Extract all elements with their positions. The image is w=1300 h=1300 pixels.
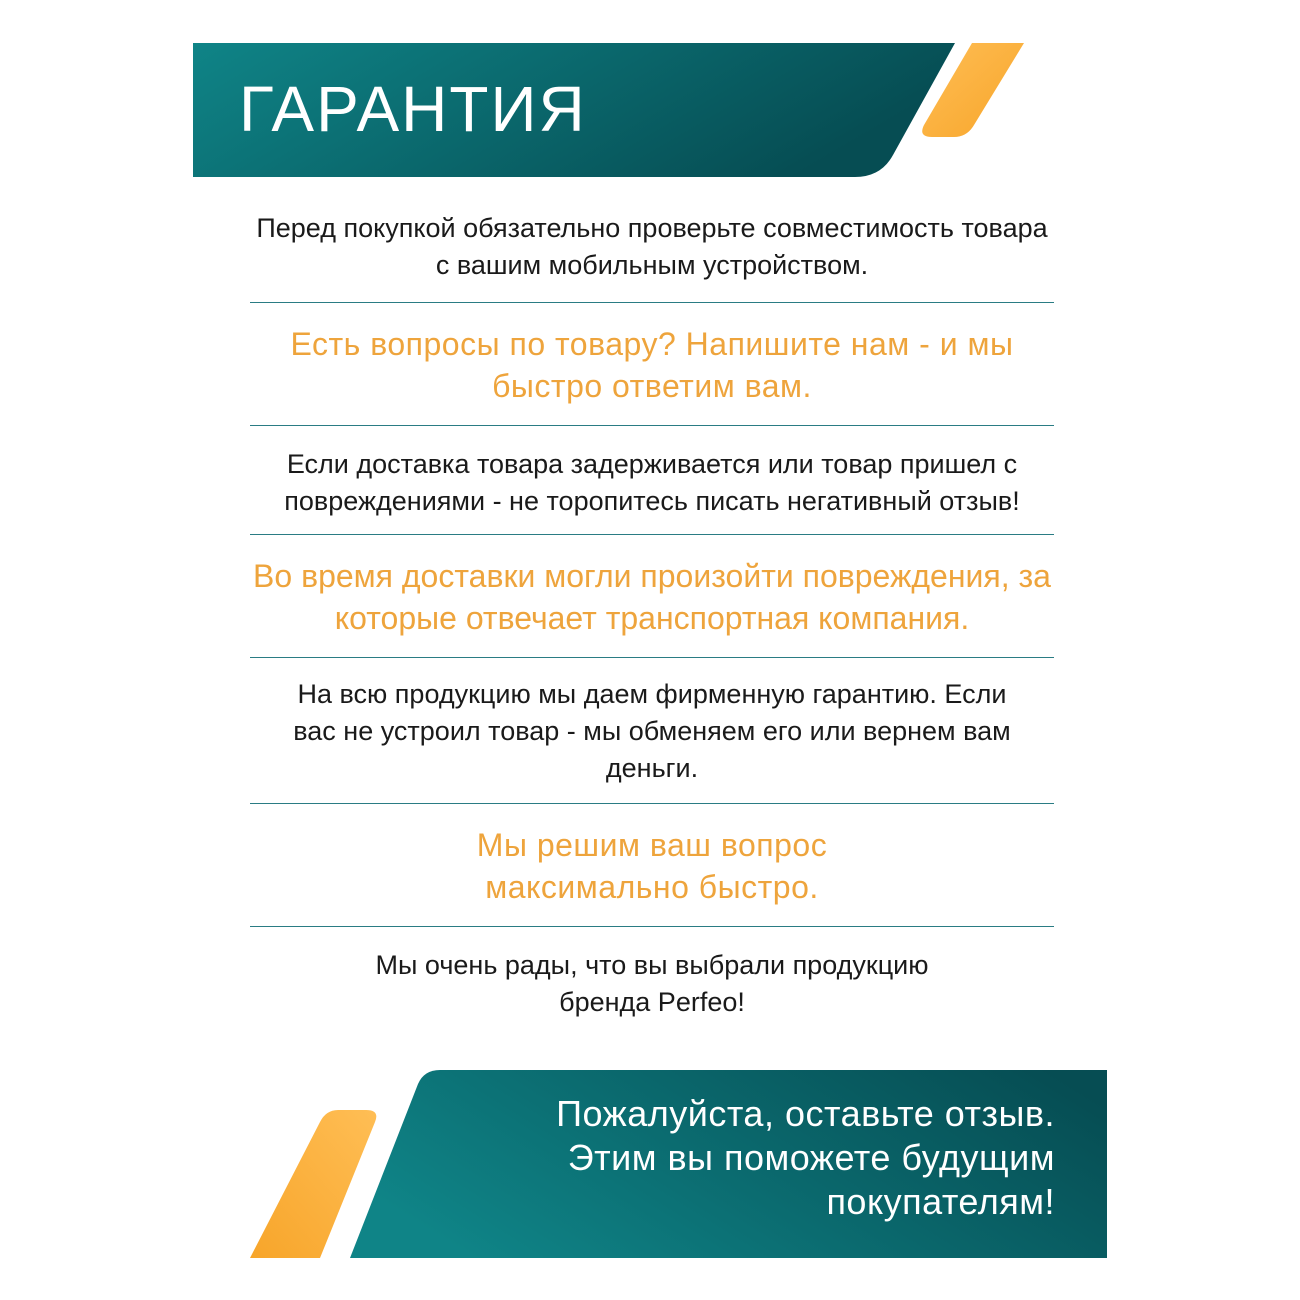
- review-request-line-3: покупателям!: [826, 1181, 1055, 1222]
- content-area: [250, 200, 1054, 1021]
- info-text-warranty: На всю продукцию мы даем фирменную гарантию. Если вас не устроил товар - мы обменяем его или вернем вам деньги.: [293, 679, 1011, 783]
- highlight-text-questions: Есть вопросы по товару? Напишите нам - и мы быстро ответим вам.: [290, 326, 1014, 404]
- orange-accent-stripe-top: [918, 43, 1024, 137]
- review-request-text: [556, 1092, 1055, 1224]
- review-request-line-2: Этим вы поможете будущим: [567, 1137, 1055, 1178]
- page-title: ГАРАНТИЯ: [239, 73, 587, 145]
- review-request-line-1: Пожалуйста, оставьте отзыв.: [556, 1093, 1055, 1134]
- info-text-brand: Мы очень рады, что вы выбрали продукцию бренда Perfeo!: [375, 950, 929, 1017]
- orange-accent-stripe-bottom: [250, 1110, 380, 1258]
- info-text-delivery: Если доставка товара задерживается или товар пришел с повреждениями - не торопитесь писать негативный отзыв!: [284, 449, 1020, 516]
- highlight-text-damage: Во время доставки могли произойти повреждения, за которые отвечает транспортная компания.: [253, 558, 1051, 636]
- highlight-text-resolve: Мы решим ваш вопрос максимально быстро.: [476, 827, 828, 905]
- header-banner: [193, 43, 955, 177]
- info-text-compatibility: Перед покупкой обязательно проверьте совместимость товара с вашим мобильным устройством.: [256, 213, 1048, 280]
